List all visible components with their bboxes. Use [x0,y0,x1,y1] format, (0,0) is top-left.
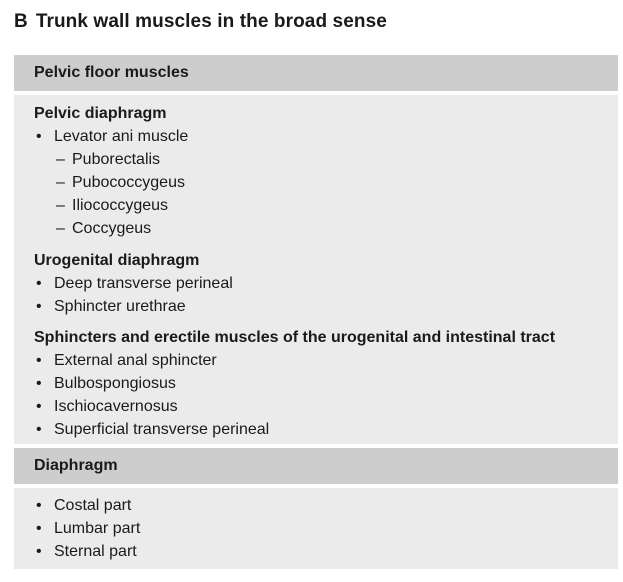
bullet-icon: • [36,352,42,369]
bullet-icon: • [36,421,42,438]
list-item-label: Deep transverse perineal [54,275,233,292]
title-text: Trunk wall muscles in the broad sense [35,11,387,32]
list-item [34,517,618,540]
list-item-label: Bulbospongiosus [54,375,176,392]
list-item-label: Superficial transverse perineal [54,421,270,438]
dash-icon: – [56,220,65,237]
dash-icon: – [56,151,65,168]
section-body-diaphragm [14,488,618,569]
list-item-label: Costal part [54,497,132,514]
bullet-icon: • [36,543,42,560]
bullet-icon: • [36,275,42,292]
figure-letter: B [14,11,28,32]
bullet-icon: • [36,520,42,537]
list-item [34,349,618,372]
sub-list-item [34,148,618,171]
list-item [34,494,618,517]
bullet-icon: • [36,497,42,514]
list-item-label: Lumbar part [54,520,141,537]
bullet-icon: • [36,375,42,392]
list-item-label: Levator ani muscle [54,128,189,145]
dash-icon: – [56,174,65,191]
list-item-label: Sphincter urethrae [54,298,186,315]
list-item [34,540,618,563]
section-header-diaphragm: Diaphragm [14,448,618,484]
list-item [34,418,618,441]
group-title-pelvic-diaphragm: Pelvic diaphragm [34,105,167,122]
list-item [34,295,618,318]
sub-list-item [34,171,618,194]
list-item [34,125,618,148]
group-title-sphincters: Sphincters and erectile muscles of the urogenital and intestinal tract [34,329,556,346]
bullet-icon: • [36,398,42,415]
list-item-label: External anal sphincter [54,352,217,369]
dash-icon: – [56,197,65,214]
sub-list-item-label: Coccygeus [72,220,152,237]
muscle-table [14,55,618,569]
sub-list-item-label: Pubococcygeus [72,174,185,191]
section-body-pelvic-floor [14,95,618,444]
section-header-pelvic-floor: Pelvic floor muscles [14,55,618,91]
sub-list-item-label: Puborectalis [72,151,161,168]
page-title [14,11,387,33]
list-item-label: Sternal part [54,543,137,560]
list-item [34,395,618,418]
sub-list-item [34,217,618,240]
list-item-label: Ischiocavernosus [54,398,178,415]
list-item [34,372,618,395]
sub-list-item-label: Iliococcygeus [72,197,169,214]
sub-list-item [34,194,618,217]
group-title-urogenital-diaphragm: Urogenital diaphragm [34,252,200,269]
list-item [34,272,618,295]
bullet-icon: • [36,128,42,145]
bullet-icon: • [36,298,42,315]
